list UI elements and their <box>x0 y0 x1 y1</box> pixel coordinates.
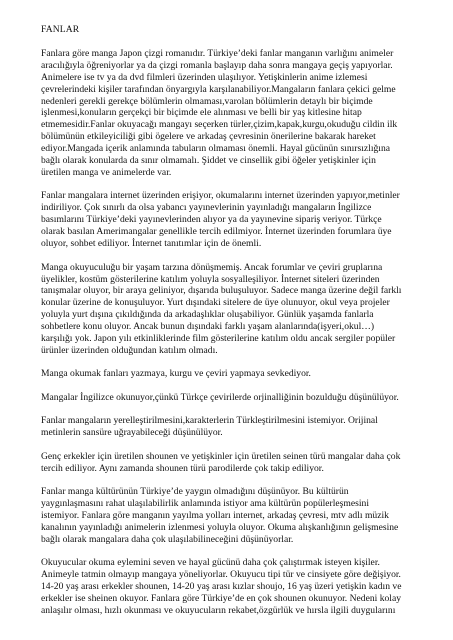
document-title: FANLAR <box>41 24 80 35</box>
paragraph-internet-access: Fanlar mangalara internet üzerinden erişiyor, okumalarını internet üzerinden yapıyor,metinler indiriliyor. Çok sınırlı da olsa yabancı yayınevlerinin yayınladığı mangaların İngilizce basımlarını Türkiye’deki yayınevlerinden alıyor ya da yayınevine sipariş veriyor. Türkçe olarak basılan Amerimangalar genellikle tercih edilmiyor. İnternet üzerinden forumlara üye oluyor, sohbet ediliyor. İnternet tanıtımlar için de önemli. <box>41 190 400 250</box>
paragraph-localization: Fanlar mangaların yerelleştirilmesini,karakterlerin Türkleştirilmesini istemiyor. Orijinal metinlerin sansüre uğrayabileceği düşünülüyor. <box>41 415 378 439</box>
paragraph-genre-preferences: Genç erkekler için üretilen shounen ve yetişkinler için üretilen seinen türü mangalar daha çok tercih ediliyor. Aynı zamanda shounen türü parodilerde çok takip ediliyor. <box>41 450 401 474</box>
paragraph-reader-profile: Okuyucular okuma eylemini seven ve hayal gücünü daha çok çalıştırmak isteyen kişiler. Animeyle tatmin olmayıp mangaya yöneliyorlar. Okuyucu tipi tür ve cinsiyete göre değişiyor. 14-20 yaş arası erkekler shounen, 14-20 yaş arası kızlar shoujo, 16 yaş üzeri yetişkin kadın ve erkekler ise sheinen okuyor. Fanlara göre Türkiye’de en çok shounen okunuyor. Nedeni kolay anlaşılır olması, hızlı okunması ve okuyucuların rekabet,özgürlük ve hırsla ilgili duygularını <box>41 557 402 616</box>
paragraph-manga-culture-spread: Fanlar manga kültürünün Türkiye’de yaygın olmadığını düşünüyor. Bu kültürün yaygınlaşmasını rahat ulaşılabilirlik anlamında istiyor ama kültürün popülerleşmesini istemiyor. Fanlara göre manganın yayılma yolları internet, arkadaş çevresi, mtv adlı müzik kanalının yayınladığı animelerin izlenmesi yoluyla oluyor. Okuma alışkanlığının gelişmesine bağlı olarak mangalara daha çok ulaşılabilineceğini düşünüyorlar. <box>41 486 399 545</box>
paragraph-english-reading: Mangalar İngilizce okunuyor,çünkü Türkçe çevirilerde orjinalliğinin bozulduğu düşünülüyor. <box>41 391 399 403</box>
paragraph-lifestyle-socializing: Manga okuyuculuğu bir yaşam tarzına dönüşmemiş. Ancak forumlar ve çeviri gruplarına üyelikler, kostüm gösterilerine katılım yoluyla sosyalleşiliyor. İnternet siteleri üzerinden tanışmalar oluyor, bir araya geliniyor, dışarıda buluşuluyor. Sadece manga üzerine değil farklı konular üzerine de konuşuluyor. Yurt dışındaki sitelere de üye olunuyor, okul veya projeler yoluyla yurt dışına çıkıldığında da arkadaşlıklar oluşabiliyor. Günlük yaşamda fanlarla sohbetlere konu oluyor. Ancak bunun dışındaki farklı yaşam alanlarında(işyeri,okul…) karşılığı yok. Japon yılı etkinliklerinde film gösterilerine katılım oldu ancak sergiler popüler ürünler üzerinden olduğundan katılım olmadı. <box>41 261 402 356</box>
paragraph-writing-translation: Manga okumak fanları yazmaya, kurgu ve çeviri yapmaya sevkediyor. <box>41 368 311 380</box>
paragraph-fan-views-on-manga: Fanlara göre manga Japon çizgi romanıdır. Türkiye’deki fanlar manganın varlığını animeler aracılığıyla öğreniyorlar ya da çizgi romanla başlayıp daha sonra mangaya geçiş yapıyorlar. Animelere ise tv ya da dvd filmleri üzerinden ulaşılıyor. Yetişkinlerin anime izlemesi çevrelerindeki kişiler tarafından önyargıyla karşılanabiliyor.Mangaların fanlara çekici gelme nedenleri gerekli gerekçe bölümlerin olmaması,varolan bölümlerin detaylı bir biçimde işlenmesi,konuların gerçekçi bir biçimde ele alınması ve belli bir yaş kitlesine hitap etmemesidir.Fanlar okuyacağı mangayı seçerken türler,çizim,kapak,kurgu,okuduğu cildin ilk bölümünün etkileyiciliği gibi ögelere ve arkadaş çevresinin önerilerine bakarak hareket ediyor.Mangada içerik anlamında tabuların olmaması önemli. Hayal gücünün sınırsızlığına bağlı olarak konularda da sınır olmamalı. Şiddet ve cinsellik gibi öğeler yetişkinler için üretilen manga ve animelerde var. <box>41 47 398 178</box>
document-body <box>41 24 436 629</box>
